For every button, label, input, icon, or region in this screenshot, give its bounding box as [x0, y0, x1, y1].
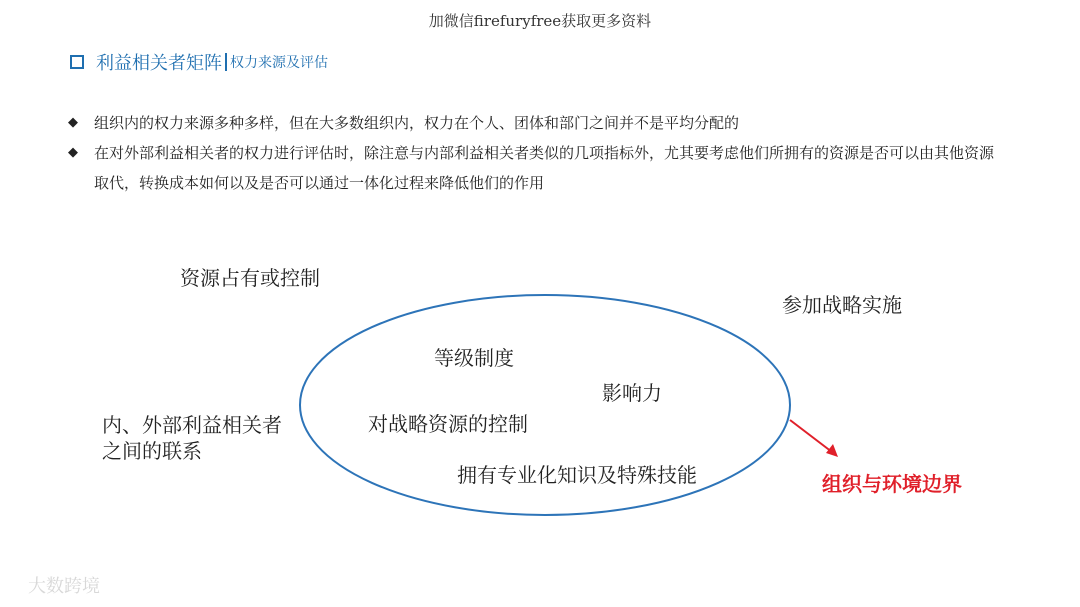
label-hierarchy: 等级制度 — [434, 346, 514, 370]
boundary-arrow — [790, 420, 832, 452]
arrow-head-icon — [826, 444, 838, 457]
label-expertise: 拥有专业化知识及特殊技能 — [457, 463, 697, 487]
label-strategy-implementation: 参加战略实施 — [782, 293, 902, 317]
diamond-bullet-icon: ◆ — [68, 145, 78, 160]
page-title: 利益相关者矩阵 — [96, 53, 222, 74]
label-boundary: 组织与环境边界 — [822, 472, 962, 496]
label-influence: 影响力 — [602, 381, 662, 405]
page-subtitle: 权力来源及评估 — [230, 55, 328, 71]
label-stakeholder-relations: 内、外部利益相关者之间的联系 — [102, 413, 282, 463]
bullet-text-1: 组织内的权力来源多种多样，但在大多数组织内，权力在个人、团体和部门之间并不是平均分配的 — [94, 114, 740, 132]
bullet-text-2: 在对外部利益相关者的权力进行评估时，除注意与内部利益相关者类似的几项指标外，尤其要考虑他们所拥有的资源是否可以由其他资源取代，转换成本如何以及是否可以通过一体化过程来降低他们的作用 — [94, 144, 995, 192]
label-strategic-resource-control: 对战略资源的控制 — [368, 412, 528, 436]
watermark: 大数跨境 — [28, 576, 100, 597]
label-resource-control: 资源占有或控制 — [180, 266, 320, 290]
top-note: 加微信firefuryfree获取更多资料 — [428, 12, 652, 30]
diamond-bullet-icon: ◆ — [68, 115, 78, 130]
